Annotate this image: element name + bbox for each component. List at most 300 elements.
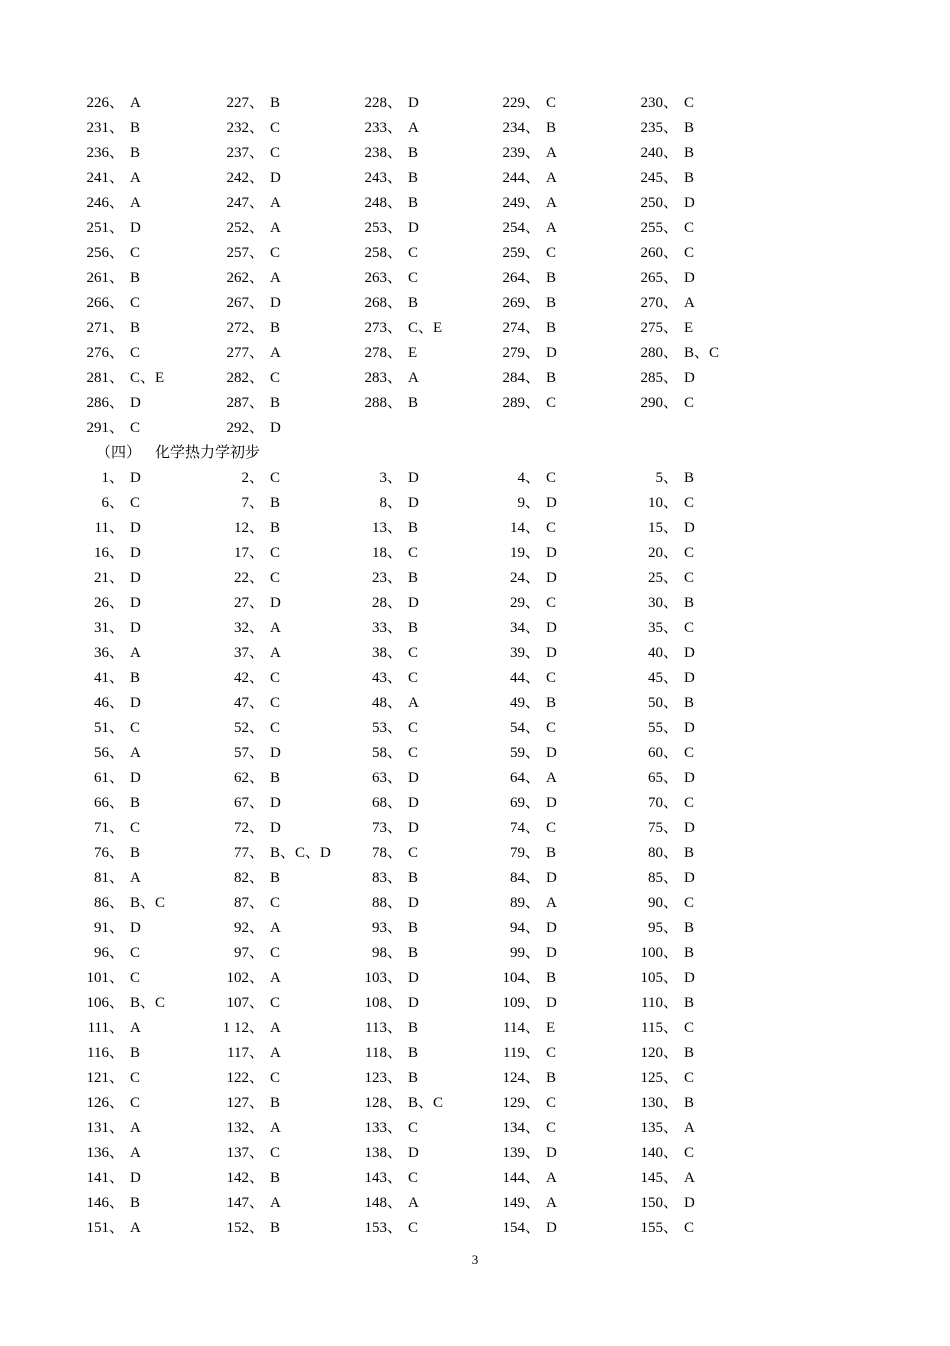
question-number: 256、: [86, 245, 124, 261]
question-number: 241、: [86, 170, 124, 186]
question-number: 14、: [509, 520, 540, 536]
answer-entry: [218, 716, 280, 741]
question-number: 92、: [233, 920, 264, 936]
answer-entry: [632, 1066, 694, 1091]
question-number: 98、: [371, 945, 402, 961]
answer-row: [0, 291, 950, 316]
question-number: 103、: [364, 970, 402, 986]
answer-entry: [78, 141, 140, 166]
answer-entry: [494, 691, 556, 716]
answer-entry: [632, 316, 693, 341]
question-number: 55、: [647, 720, 678, 736]
question-number: 135、: [640, 1120, 678, 1136]
question-number: 4、: [517, 470, 540, 486]
question-number: 21、: [93, 570, 124, 586]
answer-choice: A: [546, 170, 557, 186]
question-number: 24、: [509, 570, 540, 586]
question-number: 119、: [503, 1045, 540, 1061]
answer-entry: [356, 91, 419, 116]
answer-entry: [632, 616, 694, 641]
question-number: 8、: [379, 495, 402, 511]
question-number: 84、: [509, 870, 540, 886]
answer-choice: B: [408, 1045, 419, 1061]
question-number: 253、: [364, 220, 402, 236]
answer-entry: [356, 1066, 418, 1091]
answer-entry: [356, 1191, 419, 1216]
answer-entry: [78, 391, 141, 416]
answer-entry: [494, 991, 557, 1016]
answer-entry: [632, 716, 695, 741]
answer-choice: B: [546, 970, 557, 986]
answer-entry: [78, 991, 165, 1016]
answer-entry: [218, 241, 280, 266]
answer-choice: C: [130, 495, 141, 511]
answer-entry: [632, 766, 695, 791]
question-number: 248、: [364, 195, 402, 211]
answer-choice: D: [546, 745, 557, 761]
answer-entry: [356, 666, 418, 691]
question-number: 154、: [502, 1220, 540, 1236]
answer-choice: D: [408, 220, 419, 236]
answer-entry: [218, 491, 280, 516]
answer-entry: [218, 691, 280, 716]
answer-choice: C: [546, 395, 557, 411]
answer-row: [0, 766, 950, 791]
question-number: 46、: [93, 695, 124, 711]
answer-choice: C: [130, 245, 141, 261]
question-number: 11、: [94, 520, 124, 536]
answer-choice: C: [130, 820, 141, 836]
answer-choice: B: [130, 320, 141, 336]
answer-choice: B: [684, 120, 695, 136]
answer-entry: [78, 591, 141, 616]
answer-choice: B: [546, 370, 557, 386]
answer-row: [0, 666, 950, 691]
question-number: 3、: [379, 470, 402, 486]
answer-choice: D: [130, 595, 141, 611]
question-number: 138、: [364, 1145, 402, 1161]
answer-entry: [78, 516, 141, 541]
answer-choice: B: [408, 295, 419, 311]
answer-entry: [494, 1166, 557, 1191]
question-number: 78、: [371, 845, 402, 861]
answer-entry: [78, 766, 141, 791]
question-number: 76、: [93, 845, 124, 861]
answer-choice: D: [270, 420, 281, 436]
answer-row: [0, 316, 950, 341]
answer-entry: [218, 1016, 281, 1041]
question-number: 137、: [226, 1145, 264, 1161]
answer-entry: [356, 591, 419, 616]
answer-entry: [632, 116, 694, 141]
question-number: 123、: [364, 1070, 402, 1086]
answer-row: [0, 991, 950, 1016]
answer-choice: D: [270, 170, 281, 186]
answer-entry: [356, 216, 419, 241]
question-number: 88、: [371, 895, 402, 911]
question-number: 130、: [640, 1095, 678, 1111]
answer-choice: C: [270, 145, 281, 161]
answer-choice: D: [546, 795, 557, 811]
question-number: 262、: [226, 270, 264, 286]
answer-row: [0, 341, 950, 366]
answer-entry: [78, 641, 141, 666]
answer-choice: A: [546, 895, 557, 911]
answer-entry: [78, 541, 141, 566]
answer-entry: [494, 1016, 555, 1041]
answer-choice: D: [130, 395, 141, 411]
answer-choice: D: [546, 870, 557, 886]
answer-choice: A: [270, 345, 281, 361]
answer-choice: E: [546, 1020, 556, 1036]
answer-row: [0, 1141, 950, 1166]
answer-entry: [632, 1141, 694, 1166]
answer-choice: B: [270, 520, 281, 536]
question-number: 57、: [233, 745, 264, 761]
answer-choice: E: [408, 345, 418, 361]
answer-entry: [494, 616, 557, 641]
answer-entry: [632, 591, 694, 616]
answer-choice: A: [130, 195, 141, 211]
answer-choice: C: [270, 1145, 281, 1161]
question-number: 40、: [647, 645, 678, 661]
answer-entry: [78, 816, 140, 841]
answer-entry: [218, 866, 280, 891]
question-number: 260、: [640, 245, 678, 261]
answer-entry: [632, 1191, 695, 1216]
answer-choice: D: [546, 570, 557, 586]
question-number: 99、: [509, 945, 540, 961]
answer-entry: [494, 791, 557, 816]
answer-entry: [218, 191, 281, 216]
question-number: 34、: [509, 620, 540, 636]
answer-entry: [356, 166, 418, 191]
answer-choice: C: [408, 1120, 419, 1136]
answer-choice: B: [270, 495, 281, 511]
answer-entry: [494, 91, 556, 116]
answer-choice: B: [130, 1045, 141, 1061]
question-number: 58、: [371, 745, 402, 761]
question-number: 271、: [86, 320, 124, 336]
answer-choice: A: [130, 170, 141, 186]
answer-entry: [632, 566, 694, 591]
answer-entry: [218, 1216, 280, 1241]
answer-entry: [494, 116, 556, 141]
answer-choice: A: [270, 195, 281, 211]
question-number: 288、: [364, 395, 402, 411]
question-number: 23、: [371, 570, 402, 586]
question-number: 243、: [364, 170, 402, 186]
question-number: 41、: [93, 670, 124, 686]
answer-choice: D: [408, 495, 419, 511]
question-number: 30、: [647, 595, 678, 611]
question-number: 139、: [502, 1145, 540, 1161]
answer-choice: D: [684, 820, 695, 836]
answer-entry: [356, 241, 418, 266]
question-number: 37、: [233, 645, 264, 661]
answer-choice: A: [408, 120, 419, 136]
question-number: 85、: [647, 870, 678, 886]
answer-choice: C: [408, 270, 419, 286]
answer-entry: [356, 516, 418, 541]
answer-entry: [494, 391, 556, 416]
question-number: 33、: [371, 620, 402, 636]
answer-choice: C: [408, 245, 419, 261]
question-number: 129、: [502, 1095, 540, 1111]
question-number: 136、: [86, 1145, 124, 1161]
answer-choice: C: [546, 1045, 557, 1061]
answer-entry: [218, 516, 280, 541]
answer-row: [0, 1191, 950, 1216]
answer-choice: D: [130, 545, 141, 561]
question-number: 292、: [226, 420, 264, 436]
question-number: 5、: [655, 470, 678, 486]
answer-choice: C: [408, 645, 419, 661]
answer-entry: [78, 616, 141, 641]
question-number: 18、: [371, 545, 402, 561]
question-number: 276、: [86, 345, 124, 361]
question-number: 1 12、: [222, 1020, 264, 1036]
answer-entry: [494, 966, 556, 991]
answer-entry: [356, 991, 419, 1016]
question-number: 56、: [93, 745, 124, 761]
question-number: 74、: [509, 820, 540, 836]
question-number: 101、: [86, 970, 124, 986]
answer-entry: [218, 316, 280, 341]
answer-choice: A: [684, 1170, 695, 1186]
answer-entry: [356, 1041, 418, 1066]
answer-choice: B: [408, 570, 419, 586]
question-number: 125、: [640, 1070, 678, 1086]
question-number: 87、: [233, 895, 264, 911]
question-number: 104、: [502, 970, 540, 986]
answer-choice: D: [684, 645, 695, 661]
answer-choice: D: [130, 620, 141, 636]
question-number: 25、: [647, 570, 678, 586]
question-number: 146、: [86, 1195, 124, 1211]
answer-entry: [632, 391, 694, 416]
answer-choice: C: [408, 720, 419, 736]
answer-choice: C: [408, 1170, 419, 1186]
question-number: 75、: [647, 820, 678, 836]
answer-choice: A: [546, 220, 557, 236]
question-number: 264、: [502, 270, 540, 286]
answer-choice: B: [684, 695, 695, 711]
answer-entry: [632, 666, 695, 691]
answer-entry: [494, 166, 557, 191]
answer-choice: B: [130, 120, 141, 136]
answer-entry: [218, 141, 280, 166]
answer-choice: A: [270, 1020, 281, 1036]
answer-row: [0, 116, 950, 141]
answer-entry: [632, 641, 695, 666]
answer-choice: A: [408, 370, 419, 386]
answer-entry: [218, 1166, 280, 1191]
question-number: 127、: [226, 1095, 264, 1111]
section-heading: [96, 441, 260, 466]
answer-entry: [78, 1216, 141, 1241]
answer-choice: B: [408, 945, 419, 961]
answer-entry: [218, 116, 280, 141]
question-number: 155、: [640, 1220, 678, 1236]
answer-choice: D: [408, 470, 419, 486]
question-number: 289、: [502, 395, 540, 411]
answer-choice: D: [130, 570, 141, 586]
answer-entry: [356, 641, 418, 666]
section-label: （四）: [96, 445, 142, 461]
answer-row: [0, 1066, 950, 1091]
answer-choice: D: [408, 995, 419, 1011]
answer-choice: D: [546, 495, 557, 511]
question-number: 270、: [640, 295, 678, 311]
answer-entry: [356, 491, 419, 516]
answer-choice: B: [270, 870, 281, 886]
question-number: 247、: [226, 195, 264, 211]
answer-row: [0, 1166, 950, 1191]
answer-choice: D: [130, 220, 141, 236]
question-number: 67、: [233, 795, 264, 811]
question-number: 42、: [233, 670, 264, 686]
question-number: 111、: [87, 1020, 124, 1036]
question-number: 267、: [226, 295, 264, 311]
answer-choice: A: [546, 1170, 557, 1186]
answer-entry: [632, 966, 695, 991]
question-number: 102、: [226, 970, 264, 986]
answer-entry: [78, 1191, 140, 1216]
answer-entry: [218, 1091, 280, 1116]
answer-choice: C: [270, 470, 281, 486]
answer-choice: C: [270, 670, 281, 686]
question-number: 93、: [371, 920, 402, 936]
answer-choice: B: [684, 170, 695, 186]
page-number: 3: [471, 1252, 479, 1267]
answer-choice: B: [546, 695, 557, 711]
answer-choice: C: [546, 95, 557, 111]
answer-entry: [494, 266, 556, 291]
answer-entry: [78, 1041, 140, 1066]
question-number: 285、: [640, 370, 678, 386]
answer-entry: [78, 266, 140, 291]
answer-choice: C: [546, 720, 557, 736]
answer-choice: D: [546, 995, 557, 1011]
question-number: 143、: [364, 1170, 402, 1186]
question-number: 291、: [86, 420, 124, 436]
answer-row: [0, 916, 950, 941]
answer-choice: C: [408, 545, 419, 561]
answer-entry: [356, 1091, 443, 1116]
answer-entry: [494, 841, 556, 866]
answer-choice: D: [684, 870, 695, 886]
answer-choice: C: [408, 845, 419, 861]
answer-entry: [78, 566, 141, 591]
answer-choice: A: [546, 145, 557, 161]
question-number: 242、: [226, 170, 264, 186]
answer-choice: C: [546, 245, 557, 261]
answer-choice: B: [546, 295, 557, 311]
answer-choice: B: [270, 770, 281, 786]
answer-entry: [218, 966, 281, 991]
question-number: 134、: [502, 1120, 540, 1136]
answer-entry: [356, 766, 419, 791]
question-number: 32、: [233, 620, 264, 636]
answer-entry: [218, 341, 281, 366]
answer-entry: [78, 1066, 140, 1091]
answer-choice: A: [270, 1045, 281, 1061]
answer-choice: A: [130, 1220, 141, 1236]
answer-choice: D: [270, 745, 281, 761]
answer-entry: [78, 416, 140, 441]
answer-row: [0, 266, 950, 291]
answer-entry: [632, 866, 695, 891]
answer-entry: [356, 741, 418, 766]
question-number: 39、: [509, 645, 540, 661]
answer-choice: C: [684, 895, 695, 911]
answer-choice: C: [270, 895, 281, 911]
answer-choice: A: [546, 195, 557, 211]
question-number: 149、: [502, 1195, 540, 1211]
question-number: 246、: [86, 195, 124, 211]
answer-choice: D: [684, 195, 695, 211]
answer-choice: B: [270, 1170, 281, 1186]
answer-entry: [494, 641, 557, 666]
answer-row: [0, 891, 950, 916]
question-number: 229、: [502, 95, 540, 111]
question-number: 258、: [364, 245, 402, 261]
question-number: 254、: [502, 220, 540, 236]
answer-entry: [494, 1191, 557, 1216]
answer-entry: [632, 266, 695, 291]
answer-entry: [218, 1066, 280, 1091]
answer-choice: B: [684, 1095, 695, 1111]
answer-choice: C: [684, 1145, 695, 1161]
answer-entry: [356, 866, 418, 891]
question-number: 257、: [226, 245, 264, 261]
answer-entry: [218, 391, 280, 416]
answer-entry: [356, 466, 419, 491]
answer-entry: [494, 941, 557, 966]
question-number: 27、: [233, 595, 264, 611]
answer-choice: A: [130, 1120, 141, 1136]
answer-entry: [494, 491, 557, 516]
answer-entry: [218, 766, 280, 791]
answer-row: [0, 591, 950, 616]
answer-choice: C: [270, 570, 281, 586]
answer-choice: C: [130, 945, 141, 961]
answer-entry: [78, 941, 140, 966]
section-title-text: 化学热力学初步: [155, 445, 261, 461]
question-number: 275、: [640, 320, 678, 336]
answer-entry: [218, 1191, 281, 1216]
question-number: 122、: [226, 1070, 264, 1086]
answer-choice: A: [270, 970, 281, 986]
answer-choice: A: [684, 295, 695, 311]
answer-entry: [356, 291, 418, 316]
answer-choice: D: [270, 795, 281, 811]
answer-entry: [356, 366, 419, 391]
answer-choice: D: [546, 545, 557, 561]
question-number: 231、: [86, 120, 124, 136]
answer-choice: B: [684, 920, 695, 936]
answer-row: [0, 1116, 950, 1141]
question-number: 263、: [364, 270, 402, 286]
question-number: 133、: [364, 1120, 402, 1136]
question-number: 47、: [233, 695, 264, 711]
answer-entry: [218, 216, 281, 241]
question-number: 150、: [640, 1195, 678, 1211]
answer-choice: B: [270, 395, 281, 411]
answer-choice: D: [684, 270, 695, 286]
answer-row: [0, 416, 950, 441]
